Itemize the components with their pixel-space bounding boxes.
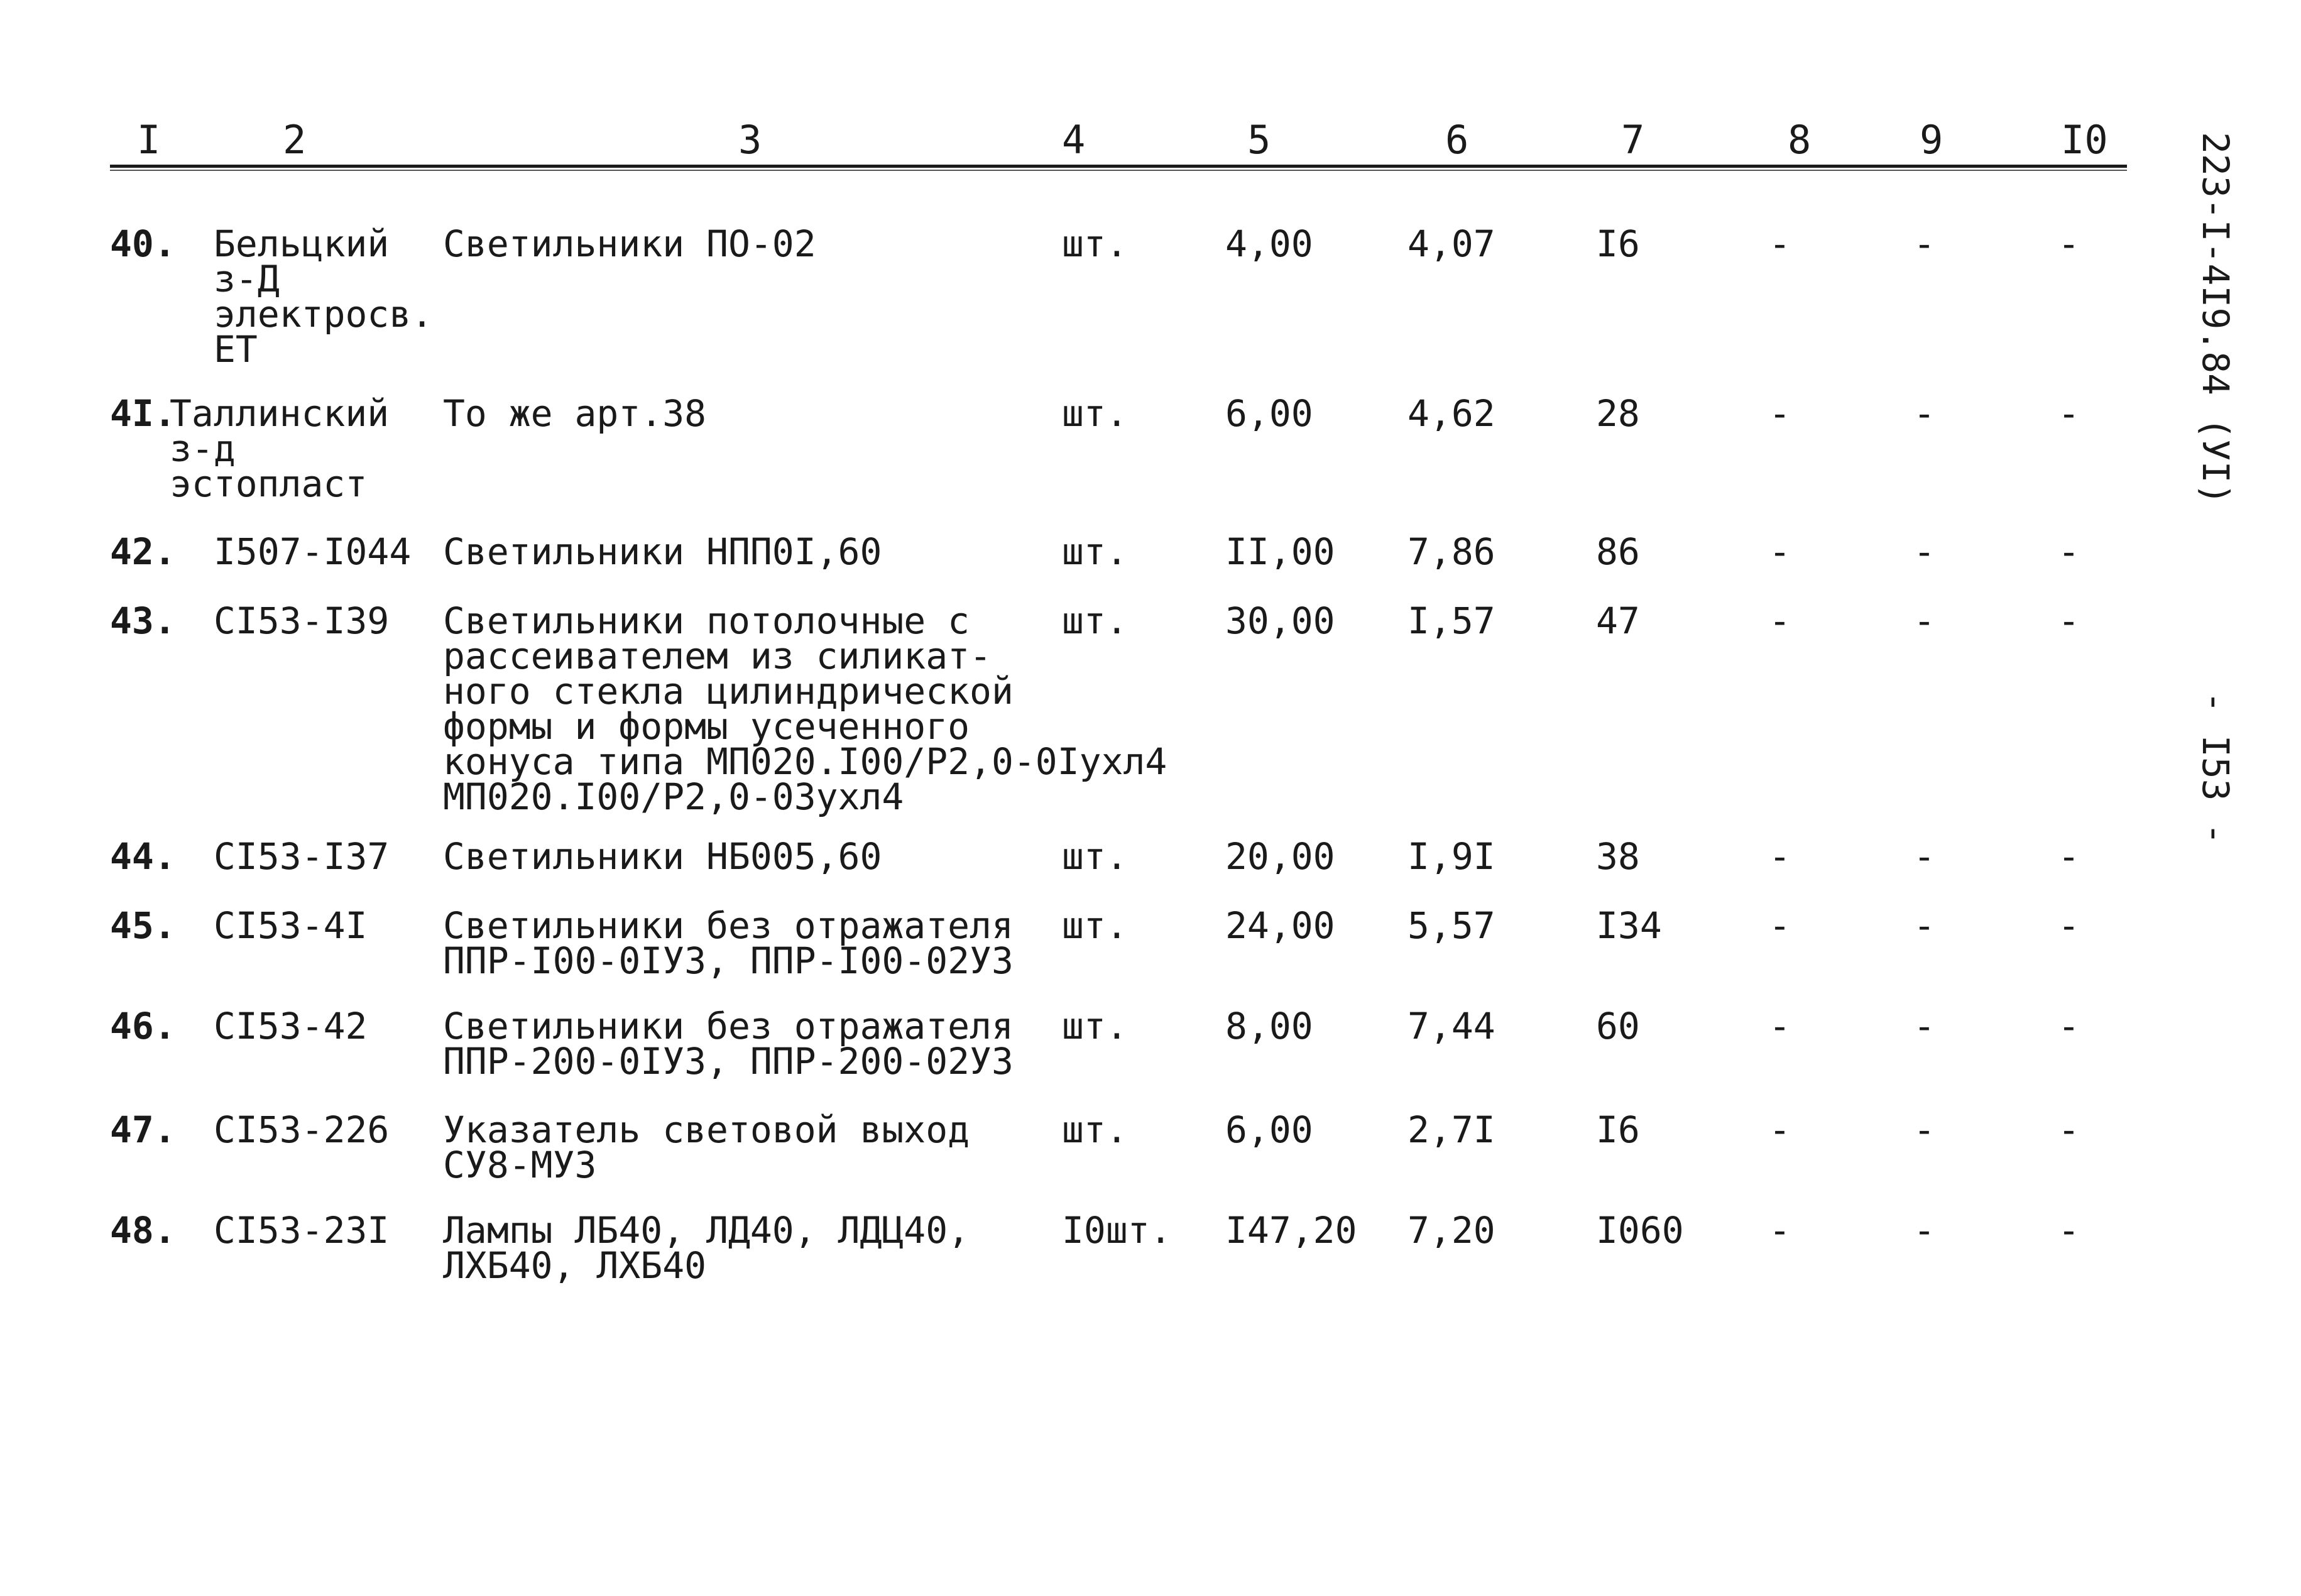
- page-number: - I53 -: [2194, 691, 2237, 845]
- empty-value-c10: -: [2058, 1108, 2080, 1151]
- unit: шт.: [1062, 1005, 1128, 1047]
- item-name: рассеивателем из силикат-: [443, 635, 992, 677]
- price: 4,62: [1407, 392, 1495, 435]
- row-number: 4I.: [110, 392, 176, 435]
- item-code: СI53-I39: [214, 599, 390, 642]
- price: 4,07: [1407, 222, 1495, 265]
- unit: шт.: [1062, 222, 1128, 265]
- item-name: Указатель световой выход: [443, 1108, 970, 1151]
- column-header-7: 7: [1621, 117, 1645, 163]
- empty-value-c9: -: [1913, 222, 1935, 265]
- item-code: СI53-23I: [214, 1209, 390, 1252]
- quantity: 8,00: [1225, 1005, 1313, 1047]
- header-rule: [110, 165, 2127, 168]
- row-number: 47.: [110, 1108, 176, 1151]
- price: 2,7I: [1407, 1108, 1495, 1151]
- price: 7,86: [1407, 530, 1495, 573]
- item-code: Бельцкий: [214, 222, 390, 265]
- empty-value-c9: -: [1913, 1108, 1935, 1151]
- item-code: з-Д: [214, 258, 280, 300]
- empty-value-c8: -: [1769, 1209, 1791, 1252]
- item-name: ЛХБ40, ЛХБ40: [443, 1244, 707, 1287]
- item-name: ППР-200-0IУЗ, ППР-200-02УЗ: [443, 1040, 1014, 1083]
- total: I060: [1596, 1209, 1684, 1252]
- empty-value-c8: -: [1769, 392, 1791, 435]
- item-name: СУ8-МУЗ: [443, 1144, 597, 1186]
- unit: шт.: [1062, 835, 1128, 878]
- empty-value-c8: -: [1769, 599, 1791, 642]
- total: 86: [1596, 530, 1640, 573]
- row-number: 40.: [110, 222, 176, 265]
- empty-value-c10: -: [2058, 1005, 2080, 1047]
- quantity: 6,00: [1225, 392, 1313, 435]
- item-name: формы и формы усеченного: [443, 705, 970, 748]
- row-number: 48.: [110, 1209, 176, 1252]
- column-header-2: 2: [283, 117, 307, 163]
- item-code: СI53-42: [214, 1005, 368, 1047]
- total: 28: [1596, 392, 1640, 435]
- quantity: 20,00: [1225, 835, 1335, 878]
- item-code: электросв.: [214, 293, 434, 336]
- unit: I0шт.: [1062, 1209, 1172, 1252]
- empty-value-c8: -: [1769, 222, 1791, 265]
- row-number: 42.: [110, 530, 176, 573]
- quantity: 30,00: [1225, 599, 1335, 642]
- empty-value-c10: -: [2058, 392, 2080, 435]
- column-header-6: 6: [1445, 117, 1469, 163]
- column-header-8: 8: [1788, 117, 1812, 163]
- row-number: 46.: [110, 1005, 176, 1047]
- quantity: 6,00: [1225, 1108, 1313, 1151]
- empty-value-c10: -: [2058, 530, 2080, 573]
- row-number: 43.: [110, 599, 176, 642]
- unit: шт.: [1062, 392, 1128, 435]
- item-name: Светильники НПП0I,60: [443, 530, 882, 573]
- empty-value-c9: -: [1913, 904, 1935, 947]
- empty-value-c9: -: [1913, 1005, 1935, 1047]
- empty-value-c8: -: [1769, 1005, 1791, 1047]
- empty-value-c10: -: [2058, 1209, 2080, 1252]
- item-name: Лампы ЛБ40, ЛД40, ЛДЦ40,: [443, 1209, 970, 1252]
- item-name: То же арт.38: [443, 392, 707, 435]
- item-name: ППР-I00-0IУЗ, ППР-I00-02УЗ: [443, 939, 1014, 982]
- empty-value-c10: -: [2058, 599, 2080, 642]
- empty-value-c10: -: [2058, 835, 2080, 878]
- unit: шт.: [1062, 1108, 1128, 1151]
- column-header-5: 5: [1247, 117, 1271, 163]
- empty-value-c8: -: [1769, 1108, 1791, 1151]
- item-code: I507-I044: [214, 530, 412, 573]
- item-name: Светильники без отражателя: [443, 904, 1014, 947]
- quantity: I47,20: [1225, 1209, 1357, 1252]
- item-code: эстопласт: [170, 462, 368, 505]
- total: 38: [1596, 835, 1640, 878]
- quantity: 24,00: [1225, 904, 1335, 947]
- item-code: ЕТ: [214, 328, 258, 371]
- item-name: Светильники потолочные с: [443, 599, 970, 642]
- total: 47: [1596, 599, 1640, 642]
- item-name: конуса типа МП020.I00/Р2,0-0Iухл4: [443, 740, 1167, 783]
- document-code: 223-I-4I9.84 (УI): [2194, 132, 2237, 505]
- price: 7,44: [1407, 1005, 1495, 1047]
- quantity: 4,00: [1225, 222, 1313, 265]
- total: 60: [1596, 1005, 1640, 1047]
- total: I6: [1596, 222, 1640, 265]
- column-header-10: I0: [2061, 117, 2108, 163]
- item-code: СI53-I37: [214, 835, 390, 878]
- unit: шт.: [1062, 904, 1128, 947]
- row-number: 44.: [110, 835, 176, 878]
- empty-value-c10: -: [2058, 904, 2080, 947]
- item-code: СI53-4I: [214, 904, 368, 947]
- row-number: 45.: [110, 904, 176, 947]
- header-rule-thin: [110, 170, 2127, 171]
- total: I6: [1596, 1108, 1640, 1151]
- column-header-3: 3: [738, 117, 762, 163]
- item-code: з-д: [170, 427, 236, 470]
- empty-value-c9: -: [1913, 530, 1935, 573]
- column-header-1: I: [137, 117, 161, 163]
- empty-value-c8: -: [1769, 835, 1791, 878]
- price: I,57: [1407, 599, 1495, 642]
- empty-value-c8: -: [1769, 904, 1791, 947]
- item-code: Таллинский: [170, 392, 390, 435]
- item-name: МП020.I00/Р2,0-03ухл4: [443, 775, 904, 818]
- item-name: Светильники без отражателя: [443, 1005, 1014, 1047]
- empty-value-c9: -: [1913, 835, 1935, 878]
- unit: шт.: [1062, 599, 1128, 642]
- empty-value-c9: -: [1913, 392, 1935, 435]
- column-header-4: 4: [1062, 117, 1086, 163]
- item-name: ного стекла цилиндрической: [443, 670, 1014, 713]
- empty-value-c10: -: [2058, 222, 2080, 265]
- empty-value-c8: -: [1769, 530, 1791, 573]
- price: 5,57: [1407, 904, 1495, 947]
- item-name: Светильники ПО-02: [443, 222, 816, 265]
- quantity: II,00: [1225, 530, 1335, 573]
- item-name: Светильники НБ005,60: [443, 835, 882, 878]
- price: I,9I: [1407, 835, 1495, 878]
- item-code: СI53-226: [214, 1108, 390, 1151]
- column-header-9: 9: [1920, 117, 1943, 163]
- empty-value-c9: -: [1913, 1209, 1935, 1252]
- empty-value-c9: -: [1913, 599, 1935, 642]
- price: 7,20: [1407, 1209, 1495, 1252]
- unit: шт.: [1062, 530, 1128, 573]
- total: I34: [1596, 904, 1662, 947]
